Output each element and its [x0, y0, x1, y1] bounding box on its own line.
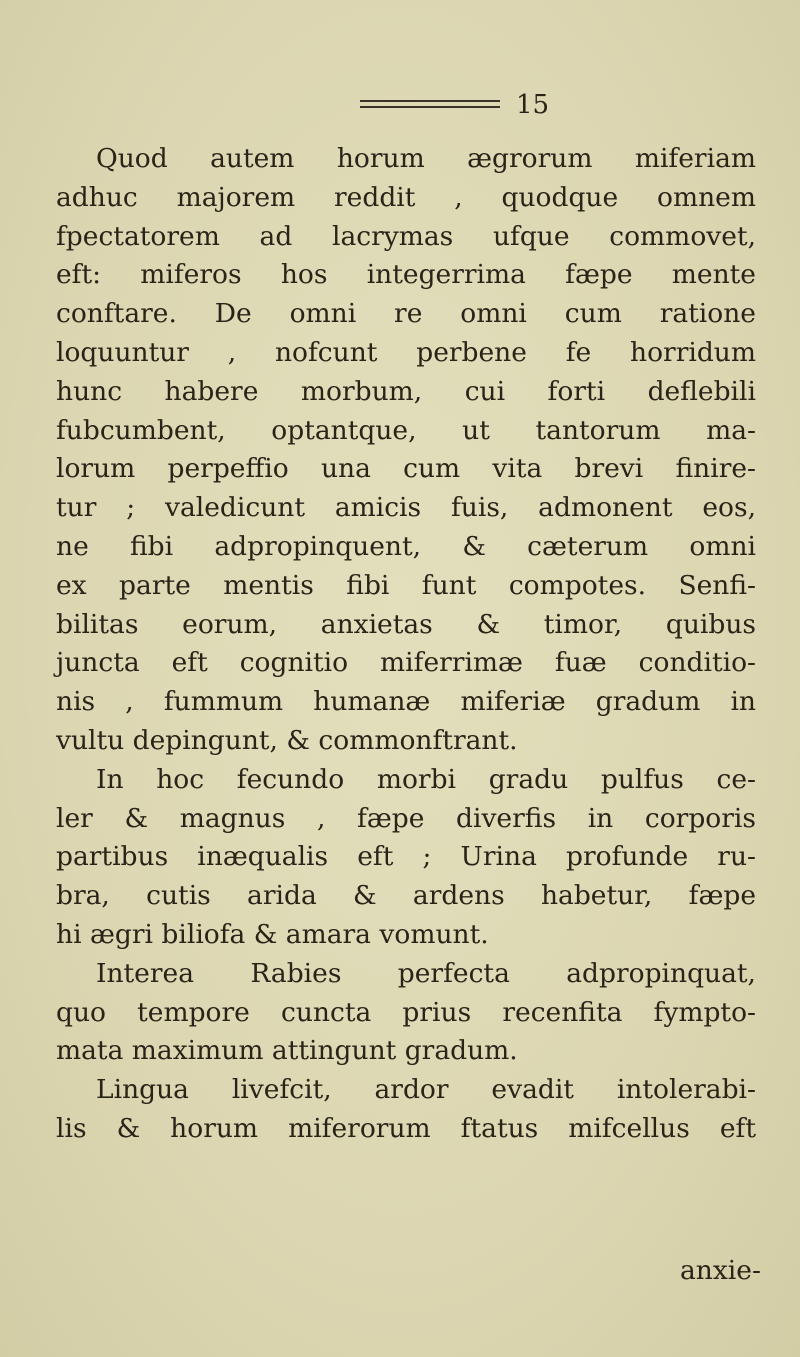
text-line: In hoc fecundo morbi gradu pulfus ce- — [96, 763, 756, 795]
text-line: ler & magnus , fæpe diverfis in corporis — [56, 802, 756, 834]
header-rule-line — [360, 100, 500, 102]
text-line: lis & horum miferorum ftatus mifcellus eft — [56, 1112, 756, 1144]
page-number: 15 — [516, 90, 550, 120]
catchword: anxie- — [680, 1255, 761, 1286]
text-line: fpectatorem ad lacrymas ufque commovet, — [56, 220, 756, 252]
text-line: ex parte mentis fibi funt compotes. Senfi- — [56, 569, 756, 601]
text-line: mata maximum attingunt gradum. — [56, 1035, 518, 1067]
text-line: partibus inæqualis eft ; Urina profunde ru- — [56, 841, 756, 873]
text-line: ne fibi adpropinquent, & cæterum omni — [56, 530, 756, 562]
text-line: hunc habere morbum, cui forti deflebili — [56, 375, 756, 407]
text-line: bra, cutis arida & ardens habetur, fæpe — [56, 880, 756, 912]
text-line: quo tempore cuncta prius recenfita fympto- — [56, 996, 756, 1028]
text-line: adhuc majorem reddit , quodque omnem — [56, 181, 756, 213]
text-line: nis , fummum humanæ miferiæ gradum in — [56, 686, 756, 718]
text-line: vultu depingunt, & commonftrant. — [56, 724, 518, 756]
text-line: fubcumbent, optantque, ut tantorum ma- — [56, 414, 756, 446]
text-line: tur ; valedicunt amicis fuis, admonent eos, — [56, 492, 756, 524]
text-line: juncta eft cognitio miferrimæ fuæ conditio- — [56, 647, 756, 679]
text-line: loquuntur , nofcunt perbene fe horridum — [56, 336, 756, 368]
text-line: lorum perpeffio una cum vita brevi finire- — [56, 453, 756, 485]
text-line: eft: miferos hos integerrima fæpe mente — [56, 259, 756, 291]
text-line: hi ægri biliofa & amara vomunt. — [56, 918, 489, 950]
header-rule — [360, 100, 500, 110]
text-line: Lingua livefcit, ardor evadit intolerabi- — [96, 1074, 756, 1106]
body-text — [56, 140, 756, 1149]
text-line: conftare. De omni re omni cum ratione — [56, 298, 756, 330]
text-line: Interea Rabies perfecta adpropinquat, — [96, 957, 756, 989]
text-line: bilitas eorum, anxietas & timor, quibus — [56, 608, 756, 640]
text-line: Quod autem horum ægrorum miferiam — [96, 143, 756, 174]
header-rule-line — [360, 106, 500, 108]
